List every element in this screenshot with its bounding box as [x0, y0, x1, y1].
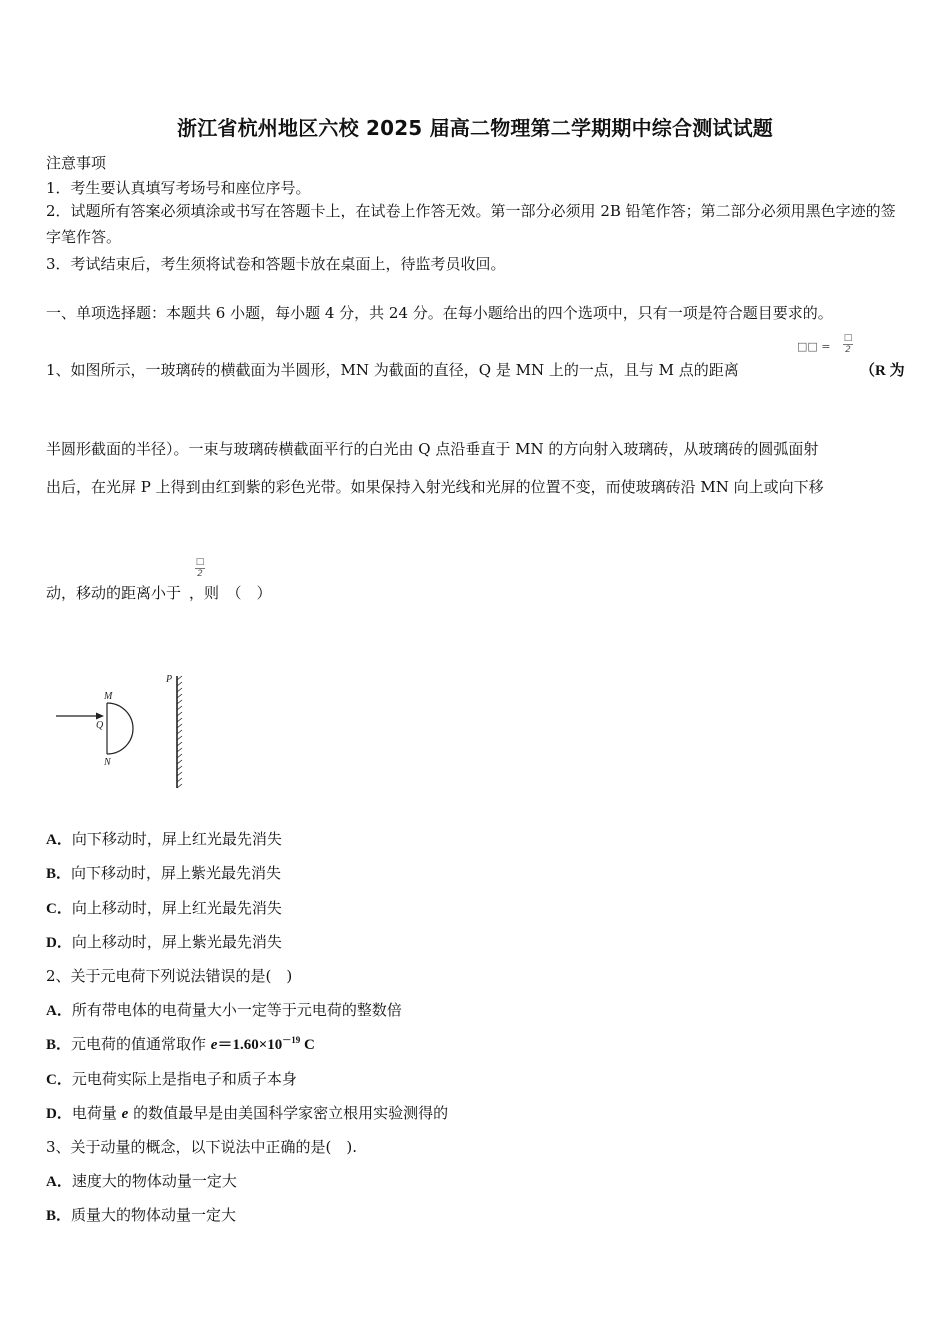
notice-item-3: 3．考试结束后，考生须将试卷和答题卡放在桌面上，待监考员收回。 — [46, 255, 506, 273]
q1-fraction-lhs: □□ = — [797, 340, 831, 353]
option-text: 元电荷的值通常取作 — [71, 1035, 211, 1053]
q1-line-1: 1、如图所示，一玻璃砖的横截面为半圆形，MN 为截面的直径，Q 是 MN 上的一点，且与 M 点的距离 — [46, 361, 739, 379]
q1-figure — [50, 668, 200, 797]
notice-item-1: 1．考生要认真填写考场号和座位序号。 — [46, 179, 311, 197]
q3-stem: 3、关于动量的概念，以下说法中正确的是( ). — [46, 1138, 358, 1156]
option-text: 向下移动时，屏上红光最先消失 — [71, 830, 282, 848]
notice-item-2: 2．试题所有答案必须填涂或书写在答题卡上，在试卷上作答无效。第一部分必须用 2B 铅笔作答；第二部分必须用黑色字迹的签字笔作答。 — [46, 202, 896, 246]
charge-exponent: －19 — [282, 1035, 301, 1045]
q2-option-d — [46, 1102, 448, 1123]
elementary-charge-symbol: e — [121, 1106, 129, 1122]
q1-option-d — [46, 931, 282, 952]
notice-heading: 注意事项 — [46, 154, 107, 172]
q1-fraction-2 — [195, 557, 205, 580]
option-text: 所有带电体的电荷量大小一定等于元电荷的整数倍 — [71, 1001, 402, 1019]
q1-fraction-2-denominator: 2 — [197, 569, 203, 579]
q2-option-b — [46, 1033, 315, 1054]
charge-unit: C — [300, 1037, 315, 1053]
q1-line-4-text: 动，移动的距离小于 — [46, 584, 182, 602]
option-text: 向上移动时，屏上紫光最先消失 — [71, 933, 282, 951]
q1-option-a — [46, 828, 282, 849]
q1-line-4 — [46, 582, 272, 603]
q1-line-3: 出后，在光屏 P 上得到由红到紫的彩色光带。如果保持入射光线和光屏的位置不变，而使玻璃砖沿 MN 向上或向下移 — [46, 478, 824, 496]
option-letter: C． — [46, 1072, 72, 1088]
q2-option-c — [46, 1068, 297, 1089]
q1-line-2: 半圆形截面的半径）。一束与玻璃砖横截面平行的白光由 Q 点沿垂直于 MN 的方向射入玻璃砖，从玻璃砖的圆弧面射 — [46, 440, 819, 458]
label-m: M — [104, 691, 113, 702]
semicircle-arc — [107, 703, 133, 754]
q1-diagram — [50, 668, 200, 793]
q1-fraction-numerator: □ — [843, 333, 853, 343]
option-letter: C． — [46, 901, 72, 917]
option-text-post: 的数值最早是由美国科学家密立根用实验测得的 — [128, 1104, 449, 1122]
q3-option-a — [46, 1170, 237, 1191]
option-letter: A． — [46, 1003, 72, 1019]
q1-option-c — [46, 897, 282, 918]
option-text: 向上移动时，屏上红光最先消失 — [71, 899, 282, 917]
option-text-pre: 电荷量 — [71, 1104, 122, 1122]
option-text: 元电荷实际上是指电子和质子本身 — [71, 1070, 297, 1088]
option-text: 向下移动时，屏上紫光最先消失 — [71, 864, 282, 882]
option-letter: D． — [46, 935, 72, 951]
option-letter: A． — [46, 832, 72, 848]
q1-option-b — [46, 862, 281, 883]
option-letter: B． — [46, 1037, 72, 1053]
q2-stem: 2、关于元电荷下列说法错误的是( ) — [46, 967, 293, 985]
arrow-head-icon — [96, 713, 104, 720]
label-q: Q — [96, 720, 104, 731]
option-letter: B． — [46, 866, 72, 882]
q1-fraction — [843, 333, 853, 356]
exam-title: 浙江省杭州地区六校 2025 届高二物理第二学期期中综合测试试题 — [177, 116, 773, 140]
q1-line-4-tail: ，则 （ ） — [189, 584, 272, 602]
q1-fraction-2-numerator: □ — [195, 557, 205, 567]
label-p: P — [166, 674, 173, 685]
q3-option-b — [46, 1204, 236, 1225]
q1-line-1-tail: （R 为 — [860, 363, 905, 379]
label-n: N — [104, 757, 111, 768]
option-text: 速度大的物体动量一定大 — [71, 1172, 237, 1190]
option-letter: D． — [46, 1106, 72, 1122]
option-text: 质量大的物体动量一定大 — [71, 1206, 237, 1224]
section-heading: 一、单项选择题：本题共 6 小题，每小题 4 分，共 24 分。在每小题给出的四个选项中，只有一项是符合题目要求的。 — [46, 304, 833, 322]
elementary-charge-symbol: e — [210, 1037, 218, 1053]
charge-value: ＝1.60×10 — [217, 1037, 283, 1053]
option-letter: A． — [46, 1174, 72, 1190]
q2-option-a — [46, 999, 402, 1020]
option-letter: B． — [46, 1208, 72, 1224]
q1-fraction-denominator: 2 — [845, 345, 851, 355]
